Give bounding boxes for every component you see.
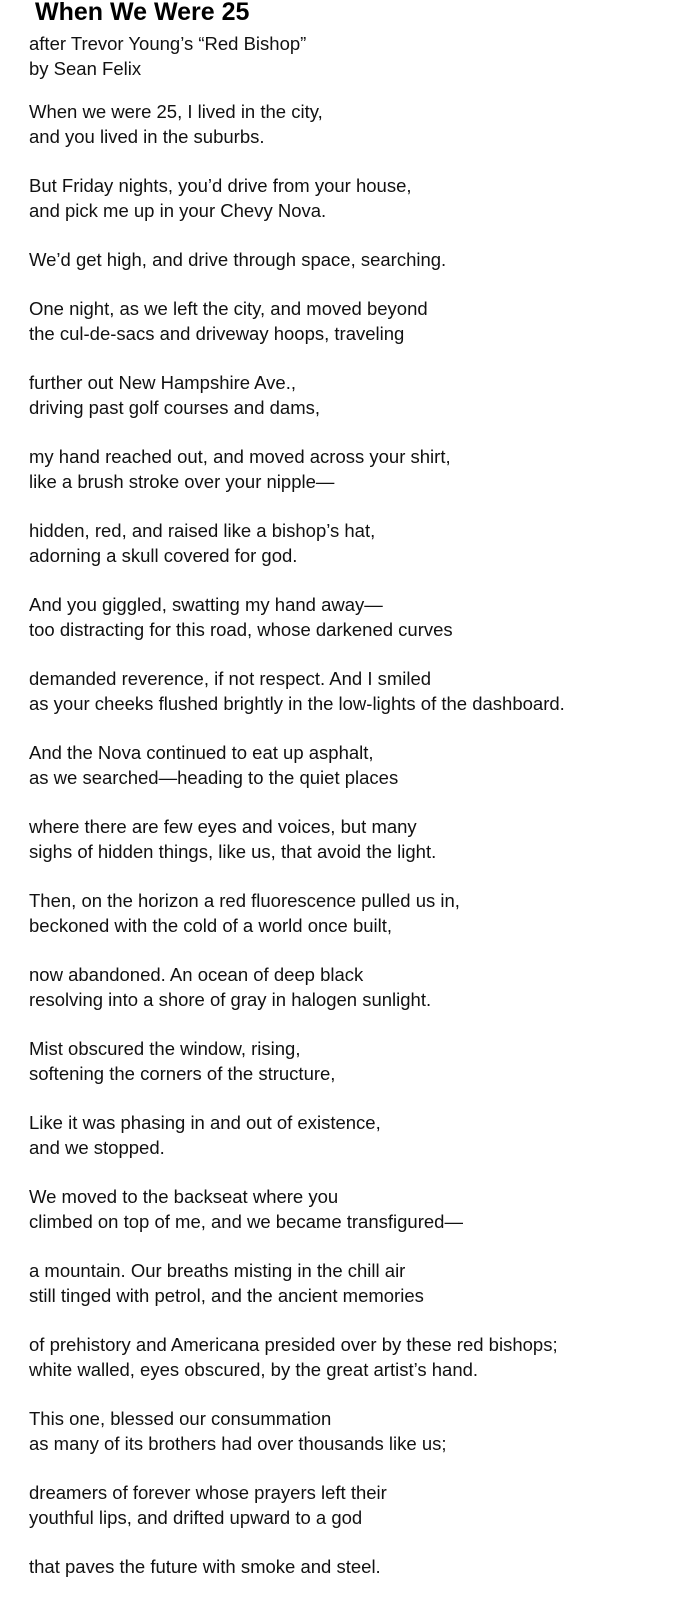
poem-body [29,99,689,1603]
poem-line: And the Nova continued to eat up asphalt, [29,742,374,763]
stanza [29,1036,689,1086]
poem-line: We moved to the backseat where you [29,1186,339,1207]
stanza [29,1110,689,1160]
poem-line: This one, blessed our consummation [29,1408,332,1429]
poem-line: driving past golf courses and dams, [29,397,321,418]
stanza [29,247,689,272]
poem-line: too distracting for this road, whose darkened curves [29,619,453,640]
stanza [29,1480,689,1530]
poem-line: We’d get high, and drive through space, searching. [29,249,447,270]
poem-line: white walled, eyes obscured, by the great artist’s hand. [29,1359,479,1380]
poem-line: demanded reverence, if not respect. And I smiled [29,668,432,689]
poem-line: now abandoned. An ocean of deep black [29,964,364,985]
poem-line: where there are few eyes and voices, but many [29,816,417,837]
poem-dedication: after Trevor Young’s “Red Bishop” [29,33,307,54]
poem-line: hidden, red, and raised like a bishop’s hat, [29,520,376,541]
poem-line: Like it was phasing in and out of existence, [29,1112,381,1133]
stanza [29,592,689,642]
poem-line: Mist obscured the window, rising, [29,1038,301,1059]
stanza [29,962,689,1012]
poem-byline: by Sean Felix [29,58,142,79]
poem-line: When we were 25, I lived in the city, [29,101,323,122]
poem-line: like a brush stroke over your nipple— [29,471,335,492]
poem-line: softening the corners of the structure, [29,1063,336,1084]
poem-line: adorning a skull covered for god. [29,545,298,566]
poem-line: the cul-de-sacs and driveway hoops, traveling [29,323,405,344]
poem-line: and you lived in the suburbs. [29,126,265,147]
poem-line: as we searched—heading to the quiet places [29,767,399,788]
poem-line: sighs of hidden things, like us, that avoid the light. [29,841,437,862]
poem-line: But Friday nights, you’d drive from your house, [29,175,412,196]
stanza [29,1258,689,1308]
poem-line: of prehistory and Americana presided over by these red bishops; [29,1334,558,1355]
stanza [29,1184,689,1234]
poem-line: further out New Hampshire Ave., [29,372,297,393]
stanza [29,1406,689,1456]
stanza [29,1554,689,1579]
stanza [29,173,689,223]
poem-line: climbed on top of me, and we became transfigured— [29,1211,463,1232]
poem-line: still tinged with petrol, and the ancient memories [29,1285,424,1306]
stanza [29,370,689,420]
poem-line: and pick me up in your Chevy Nova. [29,200,327,221]
stanza [29,518,689,568]
stanza [29,888,689,938]
stanza [29,99,689,149]
stanza [29,666,689,716]
poem-line: And you giggled, swatting my hand away— [29,594,383,615]
poem-line: Then, on the horizon a red fluorescence pulled us in, [29,890,460,911]
poem-line: as your cheeks flushed brightly in the low-lights of the dashboard. [29,693,565,714]
poem-line: and we stopped. [29,1137,165,1158]
stanza [29,814,689,864]
poem-line: beckoned with the cold of a world once built, [29,915,393,936]
stanza [29,296,689,346]
poem-line: my hand reached out, and moved across your shirt, [29,446,451,467]
poem-line: that paves the future with smoke and steel. [29,1556,381,1577]
stanza [29,740,689,790]
poem-line: One night, as we left the city, and moved beyond [29,298,428,319]
poem-title: When We Were 25 [35,0,250,26]
poem-line: as many of its brothers had over thousands like us; [29,1433,447,1454]
stanza [29,444,689,494]
poem-line: dreamers of forever whose prayers left their [29,1482,387,1503]
poem-line: resolving into a shore of gray in halogen sunlight. [29,989,432,1010]
poem-line: a mountain. Our breaths misting in the chill air [29,1260,406,1281]
stanza [29,1332,689,1382]
poem-line: youthful lips, and drifted upward to a god [29,1507,363,1528]
